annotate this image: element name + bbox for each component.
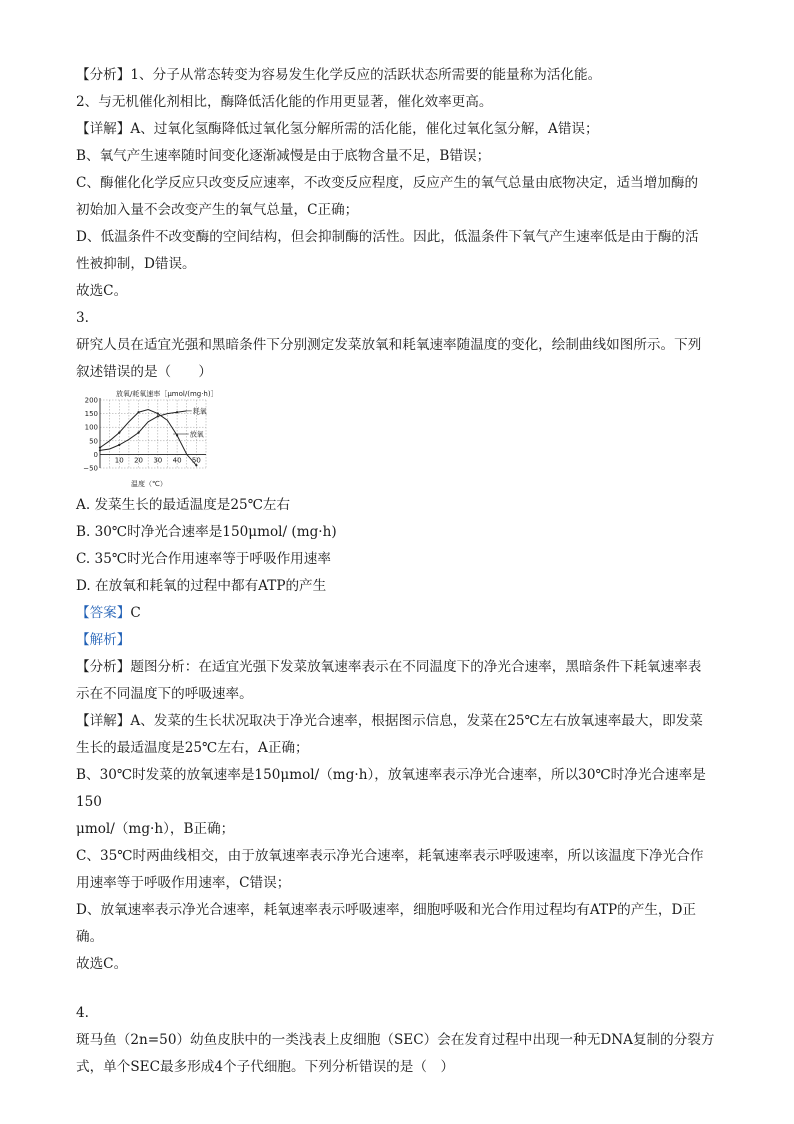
detail-tag: 【详解】 xyxy=(76,713,131,729)
q3-number: 3. xyxy=(76,310,89,326)
answer-value: C xyxy=(130,605,141,621)
y-tick-label: 200 xyxy=(84,396,98,405)
rate-temperature-chart xyxy=(76,388,226,488)
q3-detail-c1: C、35℃时两曲线相交，由于放氧速率表示净光合速率，耗氧速率表示呼吸速率，所以该温度下净光合作 xyxy=(76,848,704,864)
document-page xyxy=(76,62,722,1081)
q3-analysis-line1: 【分析】题图分析：在适宜光强下发菜放氧速率表示在不同温度下的净光合速率，黑暗条件下耗氧速率表 xyxy=(76,659,702,675)
data-point xyxy=(118,444,120,446)
y-tick-label: −50 xyxy=(83,464,98,473)
spacer xyxy=(76,978,722,1000)
data-point xyxy=(137,411,139,413)
q3-stem-line1: 研究人员在适宜光强和黑暗条件下分别测定发菜放氧和耗氧速率随温度的变化，绘制曲线如图所示。下列 xyxy=(76,337,702,353)
data-point xyxy=(157,415,159,417)
q3-detail-c2: 用速率等于呼吸作用速率，C错误； xyxy=(76,875,291,891)
q3-detail-a1: 【详解】A、发菜的生长状况取决于净光合速率，根据图示信息，发菜在25℃左右放氧速率最大，即发菜 xyxy=(76,713,703,729)
q2-choice: 故选C。 xyxy=(76,283,128,299)
y-tick-label: 100 xyxy=(84,423,98,432)
legend-label: 放氧 xyxy=(189,430,204,439)
data-point xyxy=(176,411,178,413)
answer-tag: 【答案】 xyxy=(76,605,131,621)
q3-option-b: B. 30℃时净光合速率是150μmol/ (mg·h) xyxy=(76,524,337,540)
chart-y-ticks xyxy=(83,397,98,473)
q4-stem-line2: 式，单个SEC最多形成4个子代细胞。下列分析错误的是（ ） xyxy=(76,1059,455,1075)
q2-analysis-line1: 【分析】1、分子从常态转变为容易发生化学反应的活跃状态所需要的能量称为活化能。 xyxy=(76,67,602,83)
detail-tag: 【详解】 xyxy=(76,121,131,137)
q3-jiexi-tag: 【解析】 xyxy=(76,632,131,648)
data-point xyxy=(176,434,178,436)
data-point xyxy=(195,464,197,466)
data-point xyxy=(137,432,139,434)
q3-answer xyxy=(76,600,722,627)
q3-detail-d2: 确。 xyxy=(76,929,104,945)
q2-detail-a: 【详解】A、过氧化氢酶降低过氧化氢分解所需的活化能，催化过氧化氢分解，A错误； xyxy=(76,121,599,137)
q4-number: 4. xyxy=(76,1005,89,1021)
q3-detail-b2: μmol/（mg·h），B正确； xyxy=(76,821,235,837)
y-tick-label: 150 xyxy=(84,410,98,419)
x-tick-label: 20 xyxy=(134,456,144,465)
chart-svg xyxy=(76,388,226,488)
analysis-tag: 【分析】 xyxy=(76,659,131,675)
analysis-tag: 【分析】 xyxy=(76,67,131,83)
q3-detail-a2: 生长的最适温度是25℃左右，A正确； xyxy=(76,740,309,756)
q3-option-c: C. 35℃时光合作用速率等于呼吸作用速率 xyxy=(76,551,331,567)
data-point xyxy=(99,449,101,451)
q3-stem-line2: 叙述错误的是（ ） xyxy=(76,364,212,380)
legend-label: 耗氧 xyxy=(192,407,207,416)
y-tick-label: 50 xyxy=(89,437,98,446)
q3-detail-b1: B、30℃时发菜的放氧速率是150μmol/（mg·h），放氧速率表示净光合速率，所以30℃时净光合速率是150 xyxy=(76,767,706,810)
x-tick-label: 10 xyxy=(114,456,124,465)
q2-detail-d1: D、低温条件不改变酶的空间结构，但会抑制酶的活性。因此，低温条件下氧气产生速率低是由于酶的活 xyxy=(76,229,699,245)
data-point xyxy=(118,432,120,434)
q3-option-d: D. 在放氧和耗氧的过程中都有ATP的产生 xyxy=(76,578,327,594)
q2-detail-c1: C、酶催化化学反应只改变反应速率，不改变反应程度，反应产生的氧气总量由底物决定，适当增加酶的 xyxy=(76,175,699,191)
q3-option-a: A. 发菜生长的最适温度是25℃左右 xyxy=(76,497,291,513)
data-point xyxy=(157,413,159,415)
q2-detail-b: B、氧气产生速率随时间变化逐渐减慢是由于底物含量不足，B错误； xyxy=(76,148,491,164)
q3-choice: 故选C。 xyxy=(76,956,128,972)
q4-stem-line1: 斑马鱼（2n=50）幼鱼皮肤中的一类浅表上皮细胞（SEC）会在发育过程中出现一种无DNA复制的分裂方 xyxy=(76,1032,715,1048)
chart-title: 放氧/耗氧速率［μmol/(mg·h)］ xyxy=(116,390,218,398)
q2-detail-c2: 初始加入量不会改变产生的氧气总量，C正确； xyxy=(76,202,359,218)
x-tick-label: 50 xyxy=(191,456,201,465)
chart-x-ticks xyxy=(115,456,201,464)
x-tick-label: 30 xyxy=(153,456,163,465)
q3-analysis-line2: 示在不同温度下的呼吸速率。 xyxy=(76,686,253,702)
data-point xyxy=(99,447,101,449)
q2-analysis-line2: 2、与无机催化剂相比，酶降低活化能的作用更显著，催化效率更高。 xyxy=(76,94,493,110)
y-tick-label: 0 xyxy=(93,450,98,459)
q2-detail-d2: 性被抑制，D错误。 xyxy=(76,256,196,272)
x-tick-label: 40 xyxy=(172,456,182,465)
chart-x-label: 温度（℃） xyxy=(131,480,167,488)
q3-detail-d1: D、放氧速率表示净光合速率，耗氧速率表示呼吸速率，细胞呼吸和光合作用过程均有ATP的产生，D正 xyxy=(76,902,697,918)
